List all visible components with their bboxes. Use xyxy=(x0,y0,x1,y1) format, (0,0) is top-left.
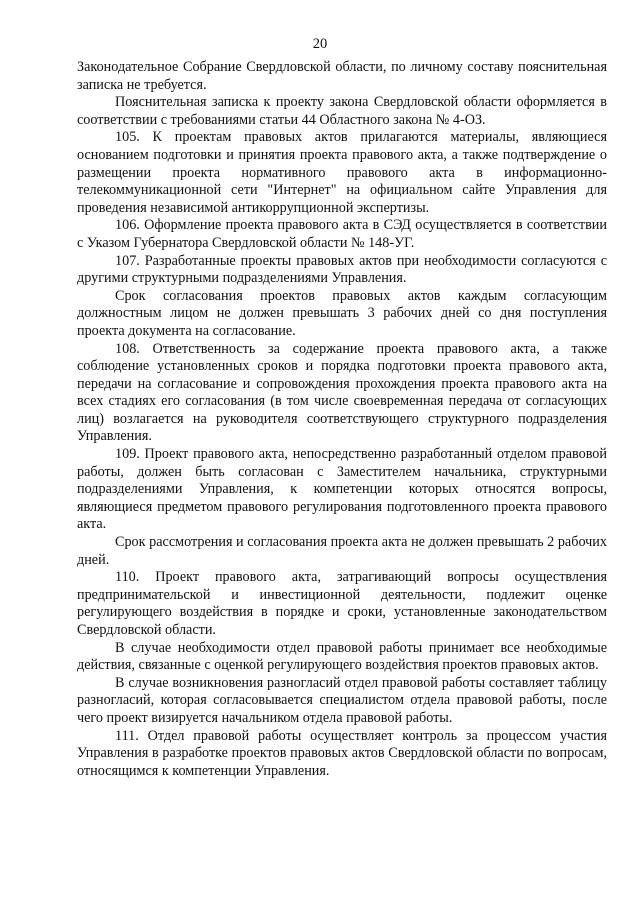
paragraph-disagreements: В случае возникновения разногласий отдел правовой работы составляет таблицу разногласий, которая согласовывается специалистом отдела правовой работы, после чего проект визируется начальником отдела правовой работы. xyxy=(77,674,607,726)
paragraph-review-term: Срок рассмотрения и согласования проекта акта не должен превышать 2 рабочих дней. xyxy=(77,534,607,568)
paragraph-item-107: 107. Разработанные проекты правовых актов при необходимости согласуются с другими структурными подразделениями Управления. xyxy=(77,252,607,287)
paragraph-item-105: 105. К проектам правовых актов прилагаются материалы, являющиеся основанием подготовки и принятия проекта правового акта, а также подтверждение о размещении проекта нормативного правового акта в информационно-телекоммуникационной сети "Интернет" на официальном сайте Управления для проведения независимой антикоррупционной экспертизы. xyxy=(77,129,607,216)
paragraph-explanatory-note: Пояснительная записка к проекту закона Свердловской области оформляется в соответствии с требованиями статьи 44 Областного закона № 4-ОЗ. xyxy=(77,94,607,128)
paragraph-item-109: 109. Проект правового акта, непосредственно разработанный отделом правовой работы, должен быть согласован с Заместителем начальника, структурными подразделениями Управления, к компетенции которых относятся вопросы, являющиеся предметом правового регулирования подготовленного проекта правового акта. xyxy=(77,446,607,533)
document-body xyxy=(77,59,607,780)
paragraph-regulatory-impact: В случае необходимости отдел правовой работы принимает все необходимые действия, связанные с оценкой регулирующего воздействия проектов правовых актов. xyxy=(77,639,607,674)
page-number: 20 xyxy=(312,36,328,52)
paragraph-continuation: Законодательное Собрание Свердловской области, по личному составу пояснительная записка не требуется. xyxy=(77,59,607,93)
paragraph-item-108: 108. Ответственность за содержание проекта правового акта, а также соблюдение установленных сроков и порядка подготовки проекта правового акта, передачи на согласование и сопровождения прохождения проекта правового акта на всех стадиях его согласования (в том числе своевременная передача от согласующих лиц) возлагается на руководителя соответствующего структурного подразделения Управления. xyxy=(77,340,607,445)
paragraph-item-110: 110. Проект правового акта, затрагивающий вопросы осуществления предпринимательской и инвестиционной деятельности, подлежит оценке регулирующего воздействия в порядке и сроки, установленные законодательством Свердловской области. xyxy=(77,569,607,638)
paragraph-item-106: 106. Оформление проекта правового акта в СЭД осуществляется в соответствии с Указом Губернатора Свердловской области № 148-УГ. xyxy=(77,217,607,251)
paragraph-approval-term: Срок согласования проектов правовых актов каждым согласующим должностным лицом не должен превышать 3 рабочих дней со дня поступления проекта документа на согласование. xyxy=(77,287,607,339)
paragraph-item-111: 111. Отдел правовой работы осуществляет контроль за процессом участия Управления в разработке проектов правовых актов Свердловской области по вопросам, относящимся к компетенции Управления. xyxy=(77,727,607,779)
